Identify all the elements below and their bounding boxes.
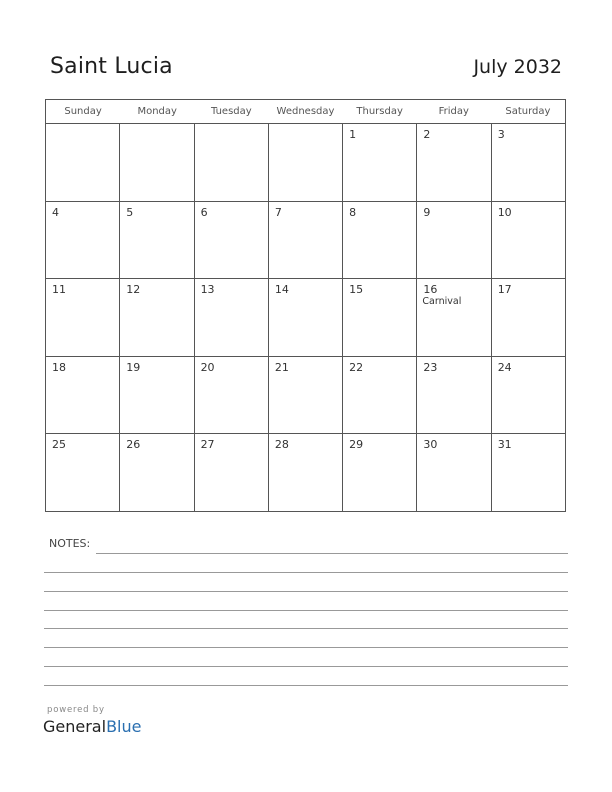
day-number: 25 [52,438,66,452]
day-cell [492,202,565,279]
day-number: 24 [497,360,512,374]
day-number: 29 [349,438,364,452]
day-number: 8 [349,205,357,219]
day-number: 7 [274,205,282,219]
notes-line [44,591,568,592]
day-cell [195,434,269,512]
weekday-header-row [46,100,565,124]
calendar-grid [45,99,566,512]
day-cell [492,434,565,512]
notes-line [44,610,568,611]
powered-by-text: powered by [47,705,105,715]
week-row [46,202,565,280]
day-cell [343,279,417,356]
day-number: 27 [200,438,215,452]
week-row [46,434,565,512]
day-number: 5 [126,205,134,219]
week-row [46,124,565,202]
week-row [46,357,565,435]
country-title: Saint Lucia [50,54,173,79]
weekday-wednesday: Wednesday [276,106,335,117]
day-number: 1 [349,128,357,141]
brand-logo [43,717,141,736]
day-cell [269,279,343,356]
day-number: 14 [274,283,289,297]
weekday-tuesday: Tuesday [211,106,252,117]
day-number: 30 [423,438,438,452]
day-cell [46,434,120,512]
weekday-sunday: Sunday [64,106,102,117]
day-number: 3 [497,128,505,141]
day-cell [46,279,120,356]
day-cell [195,279,269,356]
month-title: July 2032 [473,56,562,78]
weekday-friday: Friday [438,106,469,117]
notes-line [44,685,568,686]
day-cell [417,279,491,356]
notes-line [96,553,568,554]
notes-line [44,647,568,648]
day-cell [417,124,491,201]
day-cell [195,357,269,434]
day-cell [269,124,343,201]
day-cell [195,124,269,201]
weekday-saturday: Saturday [505,106,551,117]
day-number: 4 [52,205,59,219]
day-number: 17 [497,283,512,297]
day-cell [120,434,194,512]
day-cell [343,202,417,279]
day-cell [269,434,343,512]
day-number: 22 [349,360,364,374]
day-cell [120,357,194,434]
day-cell [417,357,491,434]
day-number: 6 [200,205,208,219]
day-cell [269,357,343,434]
day-number: 31 [497,438,512,452]
brand-logo-blue: Blue [106,717,142,736]
weekday-monday: Monday [137,106,177,117]
day-cell [343,124,417,201]
day-cell [343,434,417,512]
day-cell [492,279,565,356]
day-number: 11 [52,283,66,297]
day-number: 12 [126,283,141,297]
day-number: 28 [274,438,289,452]
day-cell [492,124,565,201]
week-row [46,279,565,357]
day-number: 21 [274,360,289,374]
day-cell [46,124,120,201]
day-cell [417,202,491,279]
day-number: 15 [349,283,364,297]
day-number: 23 [423,360,438,374]
day-cell [46,202,120,279]
day-number: 19 [126,360,141,374]
day-cell [120,279,194,356]
notes-line [44,666,568,667]
notes-line [44,628,568,629]
day-event: Carnival [422,296,462,308]
brand-logo-general: General [43,717,107,736]
day-cell [343,357,417,434]
day-cell [492,357,565,434]
notes-label: NOTES: [49,537,91,550]
day-number: 2 [423,128,431,141]
day-number: 13 [200,283,215,297]
notes-line [44,572,568,573]
day-cell [269,202,343,279]
day-number: 18 [52,360,66,374]
day-number: 9 [423,205,431,219]
day-number: 16 [423,283,438,297]
day-cell [46,357,120,434]
day-cell [417,434,491,512]
weekday-thursday: Thursday [356,106,403,117]
day-cell [120,124,194,201]
day-number: 26 [126,438,141,452]
day-number: 10 [497,205,512,219]
day-number: 20 [200,360,215,374]
day-cell [120,202,194,279]
day-cell [195,202,269,279]
